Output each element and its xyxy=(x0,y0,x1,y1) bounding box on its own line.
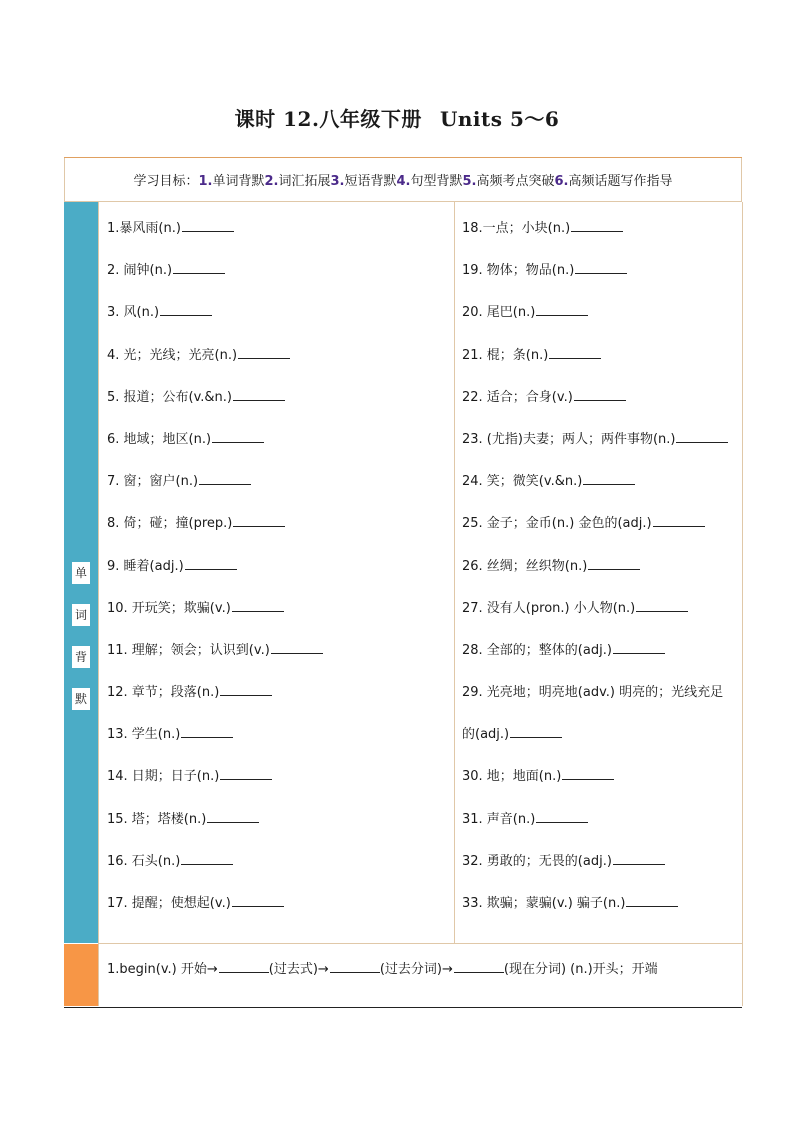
answer-blank[interactable] xyxy=(536,821,588,823)
title-units: Units 5～6 xyxy=(439,107,560,131)
vocab-item xyxy=(107,883,447,925)
extension-noun: (n.)开头；开端 xyxy=(566,962,658,977)
side-label-char: 词 xyxy=(72,604,90,626)
vocab-prompt: 14. 日期；日子(n.) xyxy=(107,769,220,785)
vocab-item xyxy=(462,630,734,672)
answer-blank[interactable] xyxy=(220,694,272,696)
objectives-label: 学习目标： xyxy=(133,174,199,189)
answer-blank[interactable] xyxy=(330,971,380,973)
vocab-prompt: 29. 光亮地；明亮地(adv.) 明亮的；光线充足的(adj.) xyxy=(462,685,724,743)
vocab-prompt: 12. 章节；段落(n.) xyxy=(107,685,220,701)
objective-text: 词汇拓展 xyxy=(278,174,331,189)
answer-blank[interactable] xyxy=(613,652,665,654)
vocab-item xyxy=(107,756,447,798)
vocab-prompt: 32. 勇敢的；无畏的(adj.) xyxy=(462,853,612,869)
answer-blank[interactable] xyxy=(232,905,284,907)
answer-blank[interactable] xyxy=(510,736,562,738)
vocab-item xyxy=(107,335,447,377)
vocab-item xyxy=(462,419,734,461)
answer-blank[interactable] xyxy=(233,525,285,527)
objective-number: 4. xyxy=(396,174,411,189)
vocab-item xyxy=(462,335,734,377)
vocab-item xyxy=(107,714,447,756)
answer-blank[interactable] xyxy=(574,399,626,401)
vocab-prompt: 2. 闹钟(n.) xyxy=(107,263,173,279)
vocab-prompt: 31. 声音(n.) xyxy=(462,811,536,827)
vocab-prompt: 23. (尤指)夫妻；两人；两件事物(n.) xyxy=(462,431,676,447)
learning-objectives xyxy=(64,158,742,202)
vocab-prompt: 11. 理解；领会；认识到(v.) xyxy=(107,642,270,658)
vocab-item xyxy=(107,630,447,672)
vocab-prompt: 25. 金子；金币(n.) 金色的(adj.) xyxy=(462,516,652,532)
vocab-prompt: 1.暴风雨(n.) xyxy=(107,221,181,236)
vocab-item xyxy=(462,672,734,756)
vocab-item xyxy=(107,799,447,841)
vocab-item xyxy=(462,756,734,798)
answer-blank[interactable] xyxy=(232,610,284,612)
vocab-prompt: 18.一点；小块(n.) xyxy=(462,221,571,236)
vocab-prompt: 13. 学生(n.) xyxy=(107,727,181,743)
vocab-prompt: 3. 风(n.) xyxy=(107,305,160,321)
vocab-item xyxy=(107,292,447,334)
vocab-item xyxy=(462,250,734,292)
vocab-item xyxy=(462,841,734,883)
word-extension-item xyxy=(107,958,658,977)
side-label-vocab xyxy=(70,562,92,730)
answer-blank[interactable] xyxy=(207,821,259,823)
vocab-item xyxy=(107,672,447,714)
vocab-prompt: 22. 适合；合身(v.) xyxy=(462,389,573,405)
objective-number: 5. xyxy=(462,174,477,189)
vocab-prompt: 19. 物体；物品(n.) xyxy=(462,263,575,279)
arrow: → xyxy=(441,962,453,977)
page-title xyxy=(0,103,794,132)
answer-blank[interactable] xyxy=(181,736,233,738)
answer-blank[interactable] xyxy=(613,863,665,865)
answer-blank[interactable] xyxy=(185,568,237,570)
side-bar-vocab xyxy=(64,202,98,943)
answer-blank[interactable] xyxy=(454,971,504,973)
worksheet-table xyxy=(64,157,742,1008)
vocab-item xyxy=(462,377,734,419)
side-label-char: 单 xyxy=(72,562,90,584)
vocab-column-right xyxy=(462,208,734,925)
vocab-column-left xyxy=(107,208,447,925)
vocab-prompt: 30. 地；地面(n.) xyxy=(462,769,562,785)
vocab-prompt: 16. 石头(n.) xyxy=(107,853,181,869)
vocab-section xyxy=(98,202,743,944)
extension-pp: (过去分词) xyxy=(379,962,442,977)
vocab-item xyxy=(462,799,734,841)
objectives-items xyxy=(199,170,673,189)
vocab-item xyxy=(462,461,734,503)
answer-blank[interactable] xyxy=(271,652,323,654)
answer-blank[interactable] xyxy=(536,314,588,316)
side-bar-extension xyxy=(64,944,98,1006)
answer-blank[interactable] xyxy=(549,357,601,359)
vocab-prompt: 5. 报道；公布(v.&n.) xyxy=(107,389,233,405)
side-label-char: 默 xyxy=(72,688,90,710)
extension-prefix: 1.begin(v.) 开始→ xyxy=(107,962,218,977)
extension-ing: (现在分词) xyxy=(503,962,567,977)
vocab-item xyxy=(107,503,447,545)
vocab-item xyxy=(462,503,734,545)
vocab-prompt: 10. 开玩笑；欺骗(v.) xyxy=(107,600,231,616)
answer-blank[interactable] xyxy=(653,525,705,527)
answer-blank[interactable] xyxy=(220,778,272,780)
answer-blank[interactable] xyxy=(626,905,678,907)
objective-text: 单词背默 xyxy=(212,174,265,189)
objective-text: 高频考点突破 xyxy=(476,174,555,189)
answer-blank[interactable] xyxy=(199,483,251,485)
objective-text: 高频话题写作指导 xyxy=(568,174,673,189)
vocab-item xyxy=(107,546,447,588)
extension-past: (过去式) xyxy=(268,962,318,977)
vocab-prompt: 15. 塔；塔楼(n.) xyxy=(107,811,207,827)
vocab-item xyxy=(107,419,447,461)
answer-blank[interactable] xyxy=(636,610,688,612)
title-main: 课时 12.八年级下册 xyxy=(234,107,422,131)
column-divider xyxy=(454,202,455,943)
vocab-prompt: 28. 全部的；整体的(adj.) xyxy=(462,642,612,658)
vocab-prompt: 7. 窗；窗户(n.) xyxy=(107,474,199,490)
objective-number: 1. xyxy=(198,174,213,189)
vocab-item xyxy=(107,841,447,883)
vocab-item xyxy=(107,208,447,250)
vocab-item xyxy=(462,883,734,925)
answer-blank[interactable] xyxy=(575,272,627,274)
answer-blank[interactable] xyxy=(676,441,728,443)
vocab-item xyxy=(107,250,447,292)
vocab-item xyxy=(107,588,447,630)
word-extension-row xyxy=(98,944,743,1006)
objective-text: 短语背默 xyxy=(344,174,397,189)
vocab-prompt: 8. 倚；碰；撞(prep.) xyxy=(107,516,233,532)
answer-blank[interactable] xyxy=(160,314,212,316)
vocab-item xyxy=(462,546,734,588)
answer-blank[interactable] xyxy=(233,399,285,401)
objective-text: 句型背默 xyxy=(410,174,463,189)
vocab-prompt: 24. 笑；微笑(v.&n.) xyxy=(462,474,583,490)
answer-blank[interactable] xyxy=(571,230,623,232)
vocab-prompt: 20. 尾巴(n.) xyxy=(462,305,536,321)
arrow: → xyxy=(317,962,329,977)
vocab-item xyxy=(107,377,447,419)
objective-number: 2. xyxy=(264,174,279,189)
objective-number: 6. xyxy=(554,174,569,189)
vocab-item xyxy=(462,292,734,334)
vocab-prompt: 17. 提醒；使想起(v.) xyxy=(107,896,231,911)
vocab-prompt: 21. 棍；条(n.) xyxy=(462,347,549,363)
answer-blank[interactable] xyxy=(583,483,635,485)
vocab-prompt: 27. 没有人(pron.) 小人物(n.) xyxy=(462,600,636,616)
answer-blank[interactable] xyxy=(181,863,233,865)
vocab-prompt: 26. 丝绸；丝织物(n.) xyxy=(462,558,588,574)
objective-number: 3. xyxy=(330,174,345,189)
vocab-prompt: 4. 光；光线；光亮(n.) xyxy=(107,347,238,363)
answer-blank[interactable] xyxy=(588,568,640,570)
vocab-prompt: 9. 睡着(adj.) xyxy=(107,558,184,574)
answer-blank[interactable] xyxy=(182,230,234,232)
answer-blank[interactable] xyxy=(219,971,269,973)
vocab-item xyxy=(462,588,734,630)
answer-blank[interactable] xyxy=(173,272,225,274)
vocab-prompt: 6. 地域；地区(n.) xyxy=(107,431,212,447)
answer-blank[interactable] xyxy=(238,357,290,359)
vocab-item xyxy=(462,208,734,250)
side-label-char: 背 xyxy=(72,646,90,668)
vocab-prompt: 33. 欺骗；蒙骗(v.) 骗子(n.) xyxy=(462,896,626,912)
answer-blank[interactable] xyxy=(562,778,614,780)
vocab-item xyxy=(107,461,447,503)
answer-blank[interactable] xyxy=(212,441,264,443)
